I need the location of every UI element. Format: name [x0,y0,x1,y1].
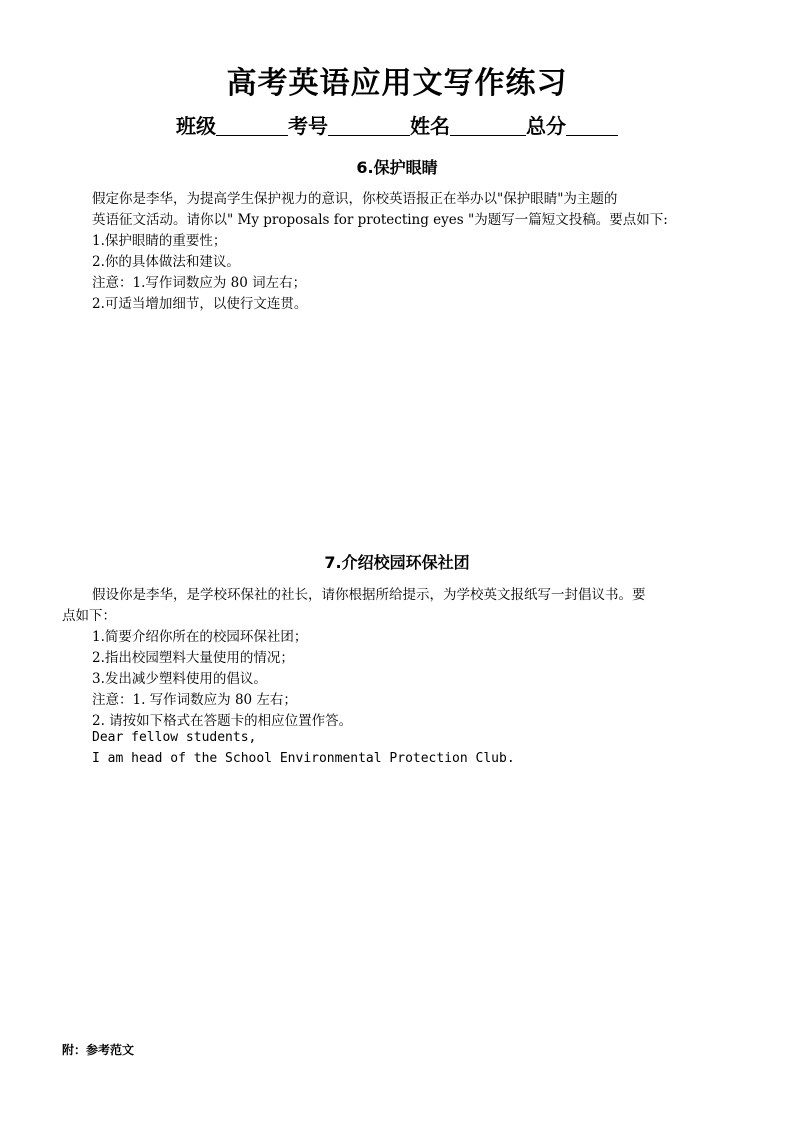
section-7-line-1: 假设你是李华，是学校环保社的社长，请你根据所给提示，为学校英文报纸写一封倡议书。要 [92,587,646,603]
section-6-line-2: 英语征文活动。请你以" My proposals for protecting eyes "为题写一篇短文投稿。要点如下: [92,212,668,228]
section-7-line-5: 3.发出减少塑料使用的倡议。 [92,671,267,687]
section-7-title: 7.介绍校园环保社团 [324,553,470,572]
appendix-note: 附：参考范文 [62,1043,135,1057]
section-6-line-3: 1.保护眼睛的重要性； [92,233,227,249]
total-score-blank [566,115,618,136]
section-6-line-4: 2.你的具体做法和建议。 [92,254,240,270]
section-6-line-6: 2.可适当增加细节，以使行文连贯。 [92,296,308,312]
name-label: 姓名 [410,114,450,138]
section-7-line-3: 1.简要介绍你所在的校园环保社团； [92,629,308,645]
section-6-line-5: 注意：1.写作词数应为 80 词左右； [92,275,307,291]
section-6-title: 6.保护眼睛 [356,158,438,177]
section-7-line-8: Dear fellow students, [92,730,257,745]
class-label: 班级 [176,114,216,138]
section-6-line-1: 假定你是李华，为提高学生保护视力的意识，你校英语报正在举办以"保护眼睛"为主题的 [92,191,618,207]
exam-number-blank [328,115,410,136]
name-blank [450,115,526,136]
section-7-line-2: 点如下： [62,608,116,624]
exam-number-label: 考号 [288,114,328,138]
class-blank [216,115,288,136]
section-7-line-6: 注意：1. 写作词数应为 80 左右； [92,692,297,708]
student-info-row [0,110,794,139]
section-7-line-4: 2.指出校园塑料大量使用的情况； [92,650,294,666]
page-title: 高考英语应用文写作练习 [226,66,568,101]
total-score-label: 总分 [526,114,566,138]
section-7-line-7: 2. 请按如下格式在答题卡的相应位置作答。 [92,713,353,729]
section-7-line-9: I am head of the School Environmental Protection Club. [92,751,515,766]
